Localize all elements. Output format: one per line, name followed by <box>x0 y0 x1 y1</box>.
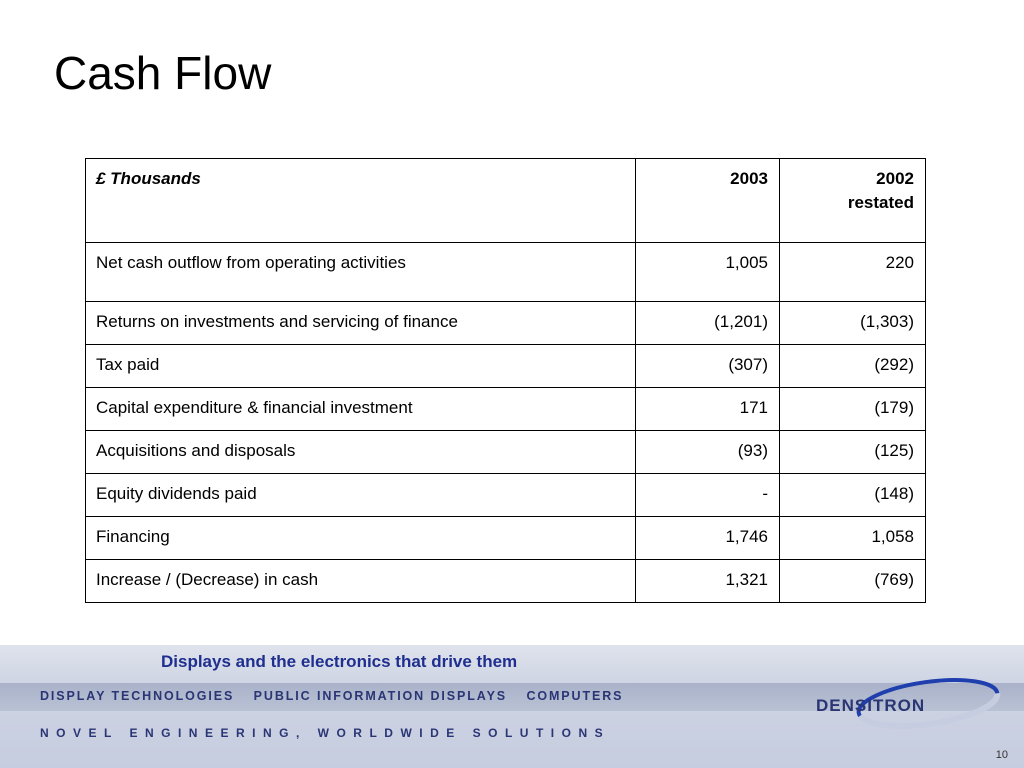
row-label: Equity dividends paid <box>86 474 636 517</box>
footer-products <box>40 689 637 703</box>
row-value-2003: (1,201) <box>636 302 780 345</box>
header-2002-note: restated <box>847 193 914 212</box>
cash-flow-table <box>85 158 926 603</box>
row-value-2002: (292) <box>780 345 926 388</box>
product-computers: COMPUTERS <box>526 689 624 703</box>
row-value-2002: (148) <box>780 474 926 517</box>
product-public-information-displays: PUBLIC INFORMATION DISPLAYS <box>253 689 508 703</box>
product-display-technologies: DISPLAY TECHNOLOGIES <box>40 689 235 703</box>
row-value-2003: - <box>636 474 780 517</box>
footer-motto: NOVEL ENGINEERING, WORLDWIDE SOLUTIONS <box>40 726 611 740</box>
row-value-2003: 1,005 <box>636 243 780 302</box>
logo-wordmark: DENSITRON <box>816 696 926 715</box>
row-label: Returns on investments and servicing of finance <box>86 302 636 345</box>
header-2002-cell <box>780 159 926 243</box>
row-label: Acquisitions and disposals <box>86 431 636 474</box>
row-value-2003: 1,746 <box>636 517 780 560</box>
table-row <box>86 243 926 302</box>
row-value-2002: (179) <box>780 388 926 431</box>
table-row <box>86 302 926 345</box>
row-label: Capital expenditure & financial investment <box>86 388 636 431</box>
row-value-2003: 171 <box>636 388 780 431</box>
table-row <box>86 560 926 603</box>
footer-banner <box>0 645 1024 768</box>
footer-tagline: Displays and the electronics that drive them <box>161 652 518 671</box>
row-value-2003: (93) <box>636 431 780 474</box>
row-label: Tax paid <box>86 345 636 388</box>
table-row <box>86 431 926 474</box>
row-value-2002: 1,058 <box>780 517 926 560</box>
row-label: Increase / (Decrease) in cash <box>86 560 636 603</box>
row-value-2003: 1,321 <box>636 560 780 603</box>
row-value-2002: 220 <box>780 243 926 302</box>
page-number: 10 <box>995 749 1008 761</box>
row-value-2002: (1,303) <box>780 302 926 345</box>
row-value-2002: (125) <box>780 431 926 474</box>
row-label: Net cash outflow from operating activities <box>86 243 636 302</box>
slide-title: Cash Flow <box>54 47 272 99</box>
table-row <box>86 474 926 517</box>
table-header-row <box>86 159 926 243</box>
row-label: Financing <box>86 517 636 560</box>
table-row <box>86 517 926 560</box>
header-label-cell: £ Thousands <box>86 159 636 243</box>
densitron-logo <box>808 675 1004 733</box>
row-value-2003: (307) <box>636 345 780 388</box>
header-2002-year: 2002 <box>876 169 914 188</box>
row-value-2002: (769) <box>780 560 926 603</box>
table-row <box>86 388 926 431</box>
table-row <box>86 345 926 388</box>
header-2003-cell: 2003 <box>636 159 780 243</box>
